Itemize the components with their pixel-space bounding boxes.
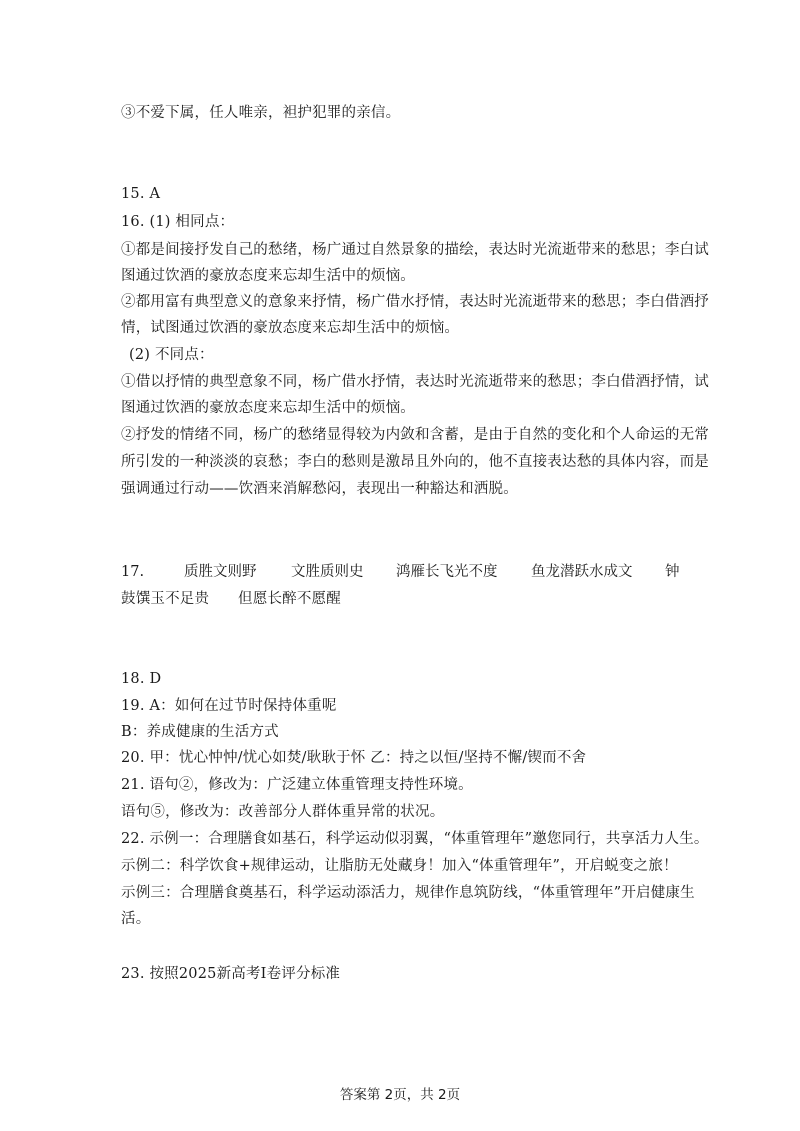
answer-16-line: 图通过饮酒的豪放态度来忘却生活中的烦恼。 [121,268,415,284]
answer-16-line: ②都用富有典型意义的意象来抒情，杨广借水抒情，表达时光流逝带来的愁思；李白借酒抒 [121,294,709,310]
answer-16-line: ①都是间接抒发自己的愁绪，杨广通过自然景象的描绘，表达时光流逝带来的愁思；李白试 [121,242,709,258]
page-footer: 答案第 2页，共 2页 [339,1087,461,1103]
answer-15: 15. A [121,186,161,202]
answer-16-line: 图通过饮酒的豪放态度来忘却生活中的烦恼。 [121,400,415,416]
answer-16-subheading: (2) 不同点： [129,347,214,363]
answer-17-blank: 鱼龙潜跃水成文 [531,564,633,580]
answer-16-line: 强调通过行动——饮酒来消解愁闷，表现出一种豁达和洒脱。 [121,481,518,497]
answer-22-example-3: 示例三：合理膳食奠基石，科学运动添活力，规律作息筑防线，“体重管理年”开启健康生 [121,885,695,901]
answer-19-b: B：养成健康的生活方式 [121,724,279,740]
answer-17-number: 17. [121,564,145,580]
answer-17-blank: 文胜质则史 [291,564,364,580]
answer-17-blank: 鸿雁长飞光不度 [396,564,498,580]
answer-22-example-1: 22. 示例一：合理膳食如基石，科学运动似羽翼，“体重管理年”邀您同行，共享活力人生。 [121,831,709,847]
answer-14-item-3: ③不爱下属，任人唯亲，袒护犯罪的亲信。 [121,105,401,121]
answer-16-line: ①借以抒情的典型意象不同，杨广借水抒情，表达时光流逝带来的愁思；李白借酒抒情，试 [121,374,709,390]
answer-17-continued: 鼓馔玉不足贵 但愿长醉不愿醒 [121,591,341,607]
answer-16-line: 所引发的一种淡淡的哀愁；李白的愁则是激昂且外向的，他不直接表达愁的具体内容，而是 [121,454,709,470]
answer-17-blank: 钟 [665,564,680,580]
answer-16-heading: 16. (1) 相同点： [121,214,235,230]
answer-18: 18. D [121,671,162,687]
answer-23: 23. 按照2025新高考Ⅰ卷评分标准 [121,966,341,982]
answer-21-a: 21. 语句②，修改为：广泛建立体重管理支持性环境。 [121,777,473,793]
answer-20: 20. 甲：忧心忡忡/忧心如焚/耿耿于怀 乙：持之以恒/坚持不懈/锲而不舍 [121,750,587,766]
answer-22-example-3-cont: 活。 [121,911,151,927]
answer-17-blank: 质胜文则野 [184,564,257,580]
answer-16-line: 情，试图通过饮酒的豪放态度来忘却生活中的烦恼。 [121,320,460,336]
answer-21-b: 语句⑤，修改为：改善部分人群体重异常的状况。 [121,804,445,820]
answer-22-example-2: 示例二：科学饮食+规律运动，让脂肪无处藏身！加入“体重管理年”，开启蜕变之旅！ [121,858,678,874]
answer-16-line: ②抒发的情绪不同，杨广的愁绪显得较为内敛和含蓄，是由于自然的变化和个人命运的无常 [121,427,709,443]
answer-19-a: 19. A：如何在过节时保持体重呢 [121,698,337,714]
